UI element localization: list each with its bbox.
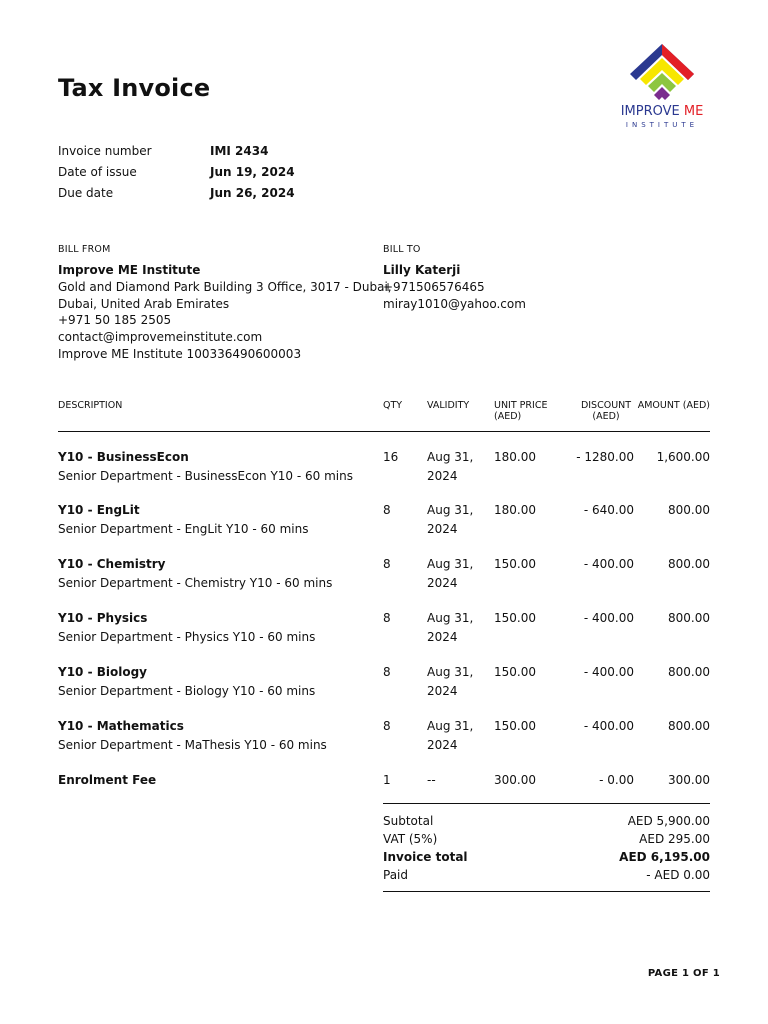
- bill-from-block: [58, 262, 392, 363]
- col-amount-header: AMOUNT (AED): [637, 400, 710, 411]
- item-validity-year: 2024: [427, 469, 458, 483]
- item-validity-year: 2024: [427, 684, 458, 698]
- item-validity: Aug 31,: [427, 719, 474, 733]
- item-discount: - 0.00: [599, 773, 634, 787]
- col-unit-price-header: UNIT PRICE (AED): [494, 400, 548, 422]
- invoice-total-label: Invoice total: [383, 850, 468, 864]
- invoice-number-value: IMI 2434: [210, 144, 269, 158]
- subtotal-divider: [383, 803, 710, 804]
- bill-to-block: [383, 262, 526, 312]
- bill-from-name: Improve ME Institute: [58, 263, 201, 277]
- item-description: Senior Department - BusinessEcon Y10 - 60 mins: [58, 469, 353, 483]
- logo-wordmark: IMPROVE ME: [620, 104, 704, 119]
- bill-to-heading: BILL TO: [383, 244, 421, 255]
- date-of-issue-value: Jun 19, 2024: [210, 165, 295, 179]
- item-title: Y10 - EngLit: [58, 503, 140, 517]
- item-qty: 8: [383, 611, 391, 625]
- item-description: Senior Department - MaThesis Y10 - 60 mins: [58, 738, 327, 752]
- item-validity: Aug 31,: [427, 665, 474, 679]
- item-unit-price: 150.00: [494, 665, 536, 679]
- item-qty: 1: [383, 773, 391, 787]
- item-unit-price: 150.00: [494, 557, 536, 571]
- item-discount: - 1280.00: [576, 450, 634, 464]
- bill-to-name: Lilly Katerji: [383, 263, 461, 277]
- item-discount: - 400.00: [583, 557, 634, 571]
- item-discount: - 400.00: [583, 665, 634, 679]
- vat-label: VAT (5%): [383, 832, 438, 846]
- header-divider: [58, 431, 710, 432]
- due-date-label: Due date: [58, 186, 114, 200]
- vat-value: AED 295.00: [639, 832, 710, 846]
- item-validity: Aug 31,: [427, 503, 474, 517]
- item-title: Y10 - BusinessEcon: [58, 450, 189, 464]
- page-number: PAGE 1 OF 1: [647, 968, 720, 979]
- col-validity-header: VALIDITY: [427, 400, 470, 411]
- col-discount-header: DISCOUNT (AED): [580, 400, 632, 422]
- item-description: Senior Department - Chemistry Y10 - 60 mins: [58, 576, 333, 590]
- invoice-number-label: Invoice number: [58, 144, 152, 158]
- bill-from-line: Gold and Diamond Park Building 3 Office, 3017 - Dubai,: [58, 279, 392, 294]
- logo-subtitle: INSTITUTE: [625, 121, 699, 129]
- item-discount: - 400.00: [583, 611, 634, 625]
- item-amount: 300.00: [668, 773, 710, 787]
- company-logo: [612, 44, 712, 134]
- item-amount: 800.00: [668, 503, 710, 517]
- bill-from-line: +971 50 185 2505: [58, 313, 172, 328]
- col-qty-header: QTY: [383, 400, 403, 411]
- item-amount: 1,600.00: [656, 450, 710, 464]
- due-date-value: Jun 26, 2024: [210, 186, 295, 200]
- item-qty: 8: [383, 665, 391, 679]
- item-unit-price: 180.00: [494, 450, 536, 464]
- item-title: Enrolment Fee: [58, 773, 157, 787]
- item-qty: 8: [383, 503, 391, 517]
- item-unit-price: 180.00: [494, 503, 536, 517]
- item-discount: - 400.00: [583, 719, 634, 733]
- bill-from-line: contact@improvemeinstitute.com: [58, 330, 263, 345]
- item-description: Senior Department - Biology Y10 - 60 mins: [58, 684, 316, 698]
- item-unit-price: 150.00: [494, 611, 536, 625]
- item-qty: 8: [383, 557, 391, 571]
- subtotal-value: AED 5,900.00: [627, 814, 710, 828]
- item-title: Y10 - Biology: [58, 665, 147, 679]
- bill-to-line: +971506576465: [383, 279, 485, 294]
- item-validity: --: [427, 773, 436, 787]
- bill-to-line: miray1010@yahoo.com: [383, 296, 526, 311]
- item-validity: Aug 31,: [427, 450, 474, 464]
- summary-bottom-divider: [383, 891, 710, 892]
- paid-value: - AED 0.00: [646, 868, 710, 882]
- item-title: Y10 - Mathematics: [58, 719, 184, 733]
- item-discount: - 640.00: [583, 503, 634, 517]
- item-validity: Aug 31,: [427, 611, 474, 625]
- bill-from-line: Improve ME Institute 100336490600003: [58, 346, 302, 361]
- item-description: Senior Department - EngLit Y10 - 60 mins: [58, 522, 309, 536]
- item-qty: 16: [383, 450, 399, 464]
- invoice-title: Tax Invoice: [58, 74, 211, 102]
- item-validity-year: 2024: [427, 630, 458, 644]
- item-qty: 8: [383, 719, 391, 733]
- item-validity-year: 2024: [427, 576, 458, 590]
- item-validity-year: 2024: [427, 522, 458, 536]
- subtotal-label: Subtotal: [383, 814, 434, 828]
- item-unit-price: 150.00: [494, 719, 536, 733]
- chevron-logo-icon: [612, 44, 712, 104]
- item-title: Y10 - Physics: [58, 611, 148, 625]
- item-title: Y10 - Chemistry: [58, 557, 166, 571]
- invoice-total-value: AED 6,195.00: [619, 850, 710, 864]
- bill-from-line: Dubai, United Arab Emirates: [58, 296, 230, 311]
- item-validity: Aug 31,: [427, 557, 474, 571]
- item-amount: 800.00: [668, 719, 710, 733]
- paid-label: Paid: [383, 868, 409, 882]
- item-description: Senior Department - Physics Y10 - 60 mins: [58, 630, 316, 644]
- bill-from-heading: BILL FROM: [58, 244, 111, 255]
- item-validity-year: 2024: [427, 738, 458, 752]
- item-unit-price: 300.00: [494, 773, 536, 787]
- item-amount: 800.00: [668, 611, 710, 625]
- date-of-issue-label: Date of issue: [58, 165, 137, 179]
- col-description-header: DESCRIPTION: [58, 400, 123, 411]
- item-amount: 800.00: [668, 665, 710, 679]
- item-amount: 800.00: [668, 557, 710, 571]
